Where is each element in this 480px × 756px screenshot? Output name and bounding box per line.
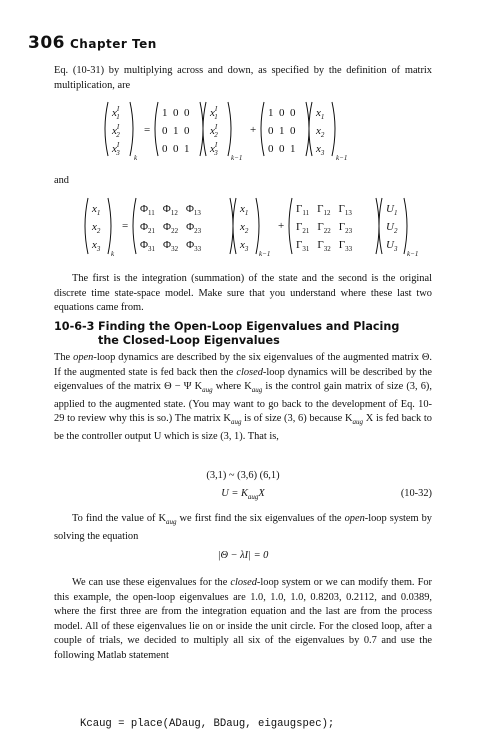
page-number: 306 (28, 33, 65, 53)
section-title-line2: the Closed-Loop Eigenvalues (98, 334, 280, 347)
vec3-x1: $x_1$ (316, 107, 325, 121)
plus: + (278, 220, 285, 232)
equation-state-integration (100, 96, 390, 166)
sub-km1: k−1 (259, 250, 271, 258)
plus-sign: + (250, 124, 257, 136)
section-heading (54, 320, 399, 348)
label-and: and (54, 175, 70, 186)
paragraph-explanation: The first is the integration (summation) of the state and the second is the original discrete time state-space model. Make sure that you understand where these last two equations came from. (54, 273, 432, 313)
vec2-xI1: $x^I$ 1 (210, 105, 218, 121)
u2: $U_2$ (386, 221, 398, 235)
phi-r3: $\Phi_{31}$ $\Phi_{32}$ $\Phi_{33}$ (140, 239, 202, 253)
phi-r1: $\Phi_{11}$ $\Phi_{12}$ $\Phi_{13}$ (140, 203, 201, 217)
vec-xI2: $x^I$ 2 (112, 123, 120, 139)
eigen-equation: |Θ − λI| = 0 (217, 550, 269, 561)
sub-km1-u: k−1 (407, 250, 419, 258)
u3: $U_3$ (386, 239, 398, 253)
x2: $x_2$ (92, 221, 101, 235)
equation-state-space (80, 192, 420, 264)
vec-xI3: $x^I$ 3 (112, 141, 120, 157)
phi-r2: $\Phi_{21}$ $\Phi_{22}$ $\Phi_{23}$ (140, 221, 202, 235)
subscript-k: k (134, 154, 138, 162)
xb1: $x_1$ (240, 203, 249, 217)
id1-r2: 0 1 0 (162, 125, 190, 137)
id2-r3: 0 0 1 (268, 143, 296, 155)
id1-r3: 0 0 1 (162, 143, 190, 155)
equation-10-32: $U = K_{aug}X$ (221, 488, 265, 502)
x1: $x_1$ (92, 203, 101, 217)
subscript-km1-b: k−1 (336, 154, 348, 162)
id1-r1: 1 0 0 (162, 107, 190, 119)
sub-k: k (111, 250, 115, 258)
size-relation: (3,1) ~ (3,6) (6,1) (206, 470, 280, 481)
section-number: 10-6-3 (54, 320, 95, 333)
paragraph-intro: Eq. (10-31) by multiplying across and down, as specified by the definition of matrix multiplication, are (54, 65, 432, 91)
xb3: $x_3$ (240, 239, 249, 253)
chapter-title: Chapter Ten (70, 37, 157, 51)
gamma-r1: $\Gamma_{11}$ $\Gamma_{12}$ $\Gamma_{13}$ (296, 203, 352, 217)
vec-xI1: $x^I$ 1 (112, 105, 120, 121)
gamma-r2: $\Gamma_{21}$ $\Gamma_{22}$ $\Gamma_{23}$ (296, 221, 353, 235)
equals: = (122, 220, 129, 232)
section-title-line1: Finding the Open-Loop Eigenvalues and Placing (98, 320, 400, 333)
id2-r2: 0 1 0 (268, 125, 296, 137)
paragraph-find-kaug: To find the value of $K_{aug}$ we first find the six eigenvalues of the open-loop system by solving the equation (54, 513, 432, 542)
vec3-x2: $x_2$ (316, 125, 325, 139)
id2-r1: 1 0 0 (268, 107, 296, 119)
u1: $U_1$ (386, 203, 398, 217)
gamma-r3: $\Gamma_{31}$ $\Gamma_{32}$ $\Gamma_{33}$ (296, 239, 353, 253)
vec2-xI3: $x^I$ 3 (210, 141, 218, 157)
equals-sign: = (144, 124, 151, 136)
vec3-x3: $x_3$ (316, 143, 325, 157)
xb2: $x_2$ (240, 221, 249, 235)
x3: $x_3$ (92, 239, 101, 253)
equation-number: (10-32) (400, 488, 432, 499)
subscript-km1: k−1 (231, 154, 243, 162)
vec2-xI2: $x^I$ 2 (210, 123, 218, 139)
paragraph-dynamics: The open-loop dynamics are described by the six eigenvalues of the augmented matrix Θ. If the augmented state is fed back then the closed-loop dynamics will be described by the eigenvalues of the matrix Θ − Ψ $K_{aug}$ where $K_{aug}$ is the control gain matrix of size (3, 6), applied to the augmented state. (You may want to go back to the development of Eq. 10-29 to review why this is so.) The matrix $K_{aug}$ is of size (3, 6) because $K_{aug}$ X is fed back to be the controller output U which is size (3, 1). That is, (54, 352, 432, 442)
matlab-code: Kcaug = place(ADaug, BDaug, eigaugspec); (80, 718, 335, 730)
running-header (28, 33, 157, 53)
paragraph-eigenvalues: We can use these eigenvalues for the closed-loop system or we can modify them. For this example, the open-loop eigenvalues are 1.0, 1.0, 1.0, 0.8203, 0.2112, and 0.0389, where the first three are from the integration equation and the last are from the process model. All of these eigenvalues lie on or inside the unit circle. For the closed loop, after a couple of trials, we decided to multiply all six of the eigenvalues by 0.7 and use the following Matlab statement (54, 577, 433, 661)
